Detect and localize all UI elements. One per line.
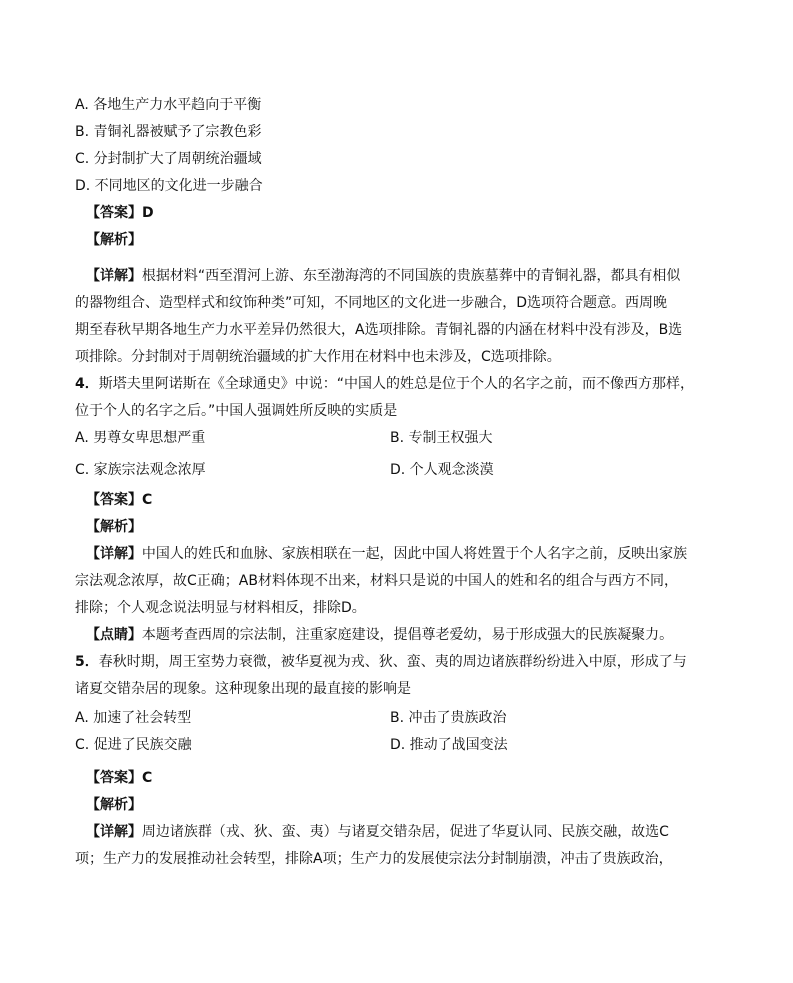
- q4-option-d: D. 个人观念淡漠: [390, 462, 494, 478]
- q5-detail-text-1: 周边诸族群（戎、狄、蛮、夷）与诸夏交错杂居，促进了华夏认同、民族交融，故选C: [141, 824, 669, 840]
- q4-stem-text-1: 斯塔夫里阿诺斯在《全球通史》中说：“中国人的姓总是位于个人的名字之前，而不像西方那样，: [98, 376, 695, 392]
- q5-detail-line-2: 项；生产力的发展推动社会转型，排除A项；生产力的发展使宗法分封制崩溃，冲击了贵族政治，: [75, 851, 673, 867]
- q3-analysis-label: 【解析】: [86, 232, 142, 248]
- q4-stem-line-1: [75, 374, 694, 394]
- q3-detail-text-1: 根据材料“西至渭河上游、东至渤海湾的不同国族的贵族墓葬中的青铜礼器，都具有相似: [141, 268, 681, 284]
- q4-option-b: B. 专制王权强大: [390, 430, 493, 446]
- q4-analysis-label: 【解析】: [86, 519, 142, 535]
- q3-option-a: A. 各地生产力水平趋向于平衡: [75, 97, 262, 113]
- q5-stem-text-1: 春秋时期，周王室势力衰微，被华夏视为戎、狄、蛮、夷的周边诸族群纷纷进入中原，形成了与: [98, 654, 687, 670]
- q5-answer-label: 【答案】: [86, 770, 142, 786]
- q4-detail-line-3: 排除；个人观念说法明显与材料相反，排除D。: [75, 600, 366, 616]
- q4-detail-line-1: [86, 544, 735, 564]
- q5-option-c: C. 促进了民族交融: [75, 737, 192, 753]
- q5-stem-line-1: [75, 652, 687, 672]
- q4-point-label: 【点睛】: [86, 627, 142, 643]
- q3-option-c: C. 分封制扩大了周朝统治疆域: [75, 151, 262, 167]
- q4-answer: [86, 490, 152, 510]
- q4-stem-line-2: 位于个人的名字之后。”中国人强调姓所反映的实质是: [75, 403, 398, 419]
- q5-number: 5．: [75, 654, 99, 670]
- q5-detail-line-1: [86, 822, 735, 842]
- q4-option-c: C. 家族宗法观念浓厚: [75, 462, 206, 478]
- q3-answer-label: 【答案】: [86, 205, 142, 221]
- q4-detail-text-1: 中国人的姓氏和血脉、家族相联在一起，因此中国人将姓置于个人名字之前，反映出家族: [141, 546, 688, 562]
- q4-number: 4．: [75, 376, 99, 392]
- q5-option-b: B. 冲击了贵族政治: [390, 710, 507, 726]
- q5-detail-label: 【详解】: [86, 824, 142, 840]
- q4-detail-line-2: 宗法观念浓厚，故C正确；AB材料体现不出来，材料只是说的中国人的姓和名的组合与西方不同，: [75, 573, 678, 589]
- q3-detail-label: 【详解】: [86, 268, 142, 284]
- q3-detail-line-1: [86, 266, 735, 286]
- q4-answer-value: C: [142, 492, 153, 508]
- q3-answer-value: D: [142, 205, 154, 221]
- q3-option-b: B. 青铜礼器被赋予了宗教色彩: [75, 124, 262, 140]
- q5-answer-value: C: [142, 770, 153, 786]
- q4-answer-label: 【答案】: [86, 492, 142, 508]
- q3-detail-line-4: 项排除。分封制对于周朝统治疆域的扩大作用在材料中也未涉及，C选项排除。: [75, 349, 561, 365]
- q5-stem-line-2: 诸夏交错杂居的现象。这种现象出现的最直接的影响是: [75, 681, 411, 697]
- q3-detail-line-3: 期至春秋早期各地生产力水平差异仍然很大，A选项排除。青铜礼器的内涵在材料中没有涉及，B选: [75, 322, 683, 338]
- q3-option-d: D. 不同地区的文化进一步融合: [75, 178, 263, 194]
- q3-detail-line-2: 的器物组合、造型样式和纹饰种类”可知，不同地区的文化进一步融合，D选项符合题意。西周晚: [75, 295, 668, 311]
- q5-option-a: A. 加速了社会转型: [75, 710, 192, 726]
- q4-detail-label: 【详解】: [86, 546, 142, 562]
- q5-analysis-label: 【解析】: [86, 797, 142, 813]
- q3-answer: [86, 203, 154, 223]
- q4-option-a: A. 男尊女卑思想严重: [75, 430, 206, 446]
- q4-point: [86, 625, 735, 645]
- q5-option-d: D. 推动了战国变法: [390, 737, 508, 753]
- q4-point-text: 本题考查西周的宗法制，注重家庭建设，提倡尊老爱幼，易于形成强大的民族凝聚力。: [141, 627, 674, 643]
- q5-answer: [86, 768, 152, 788]
